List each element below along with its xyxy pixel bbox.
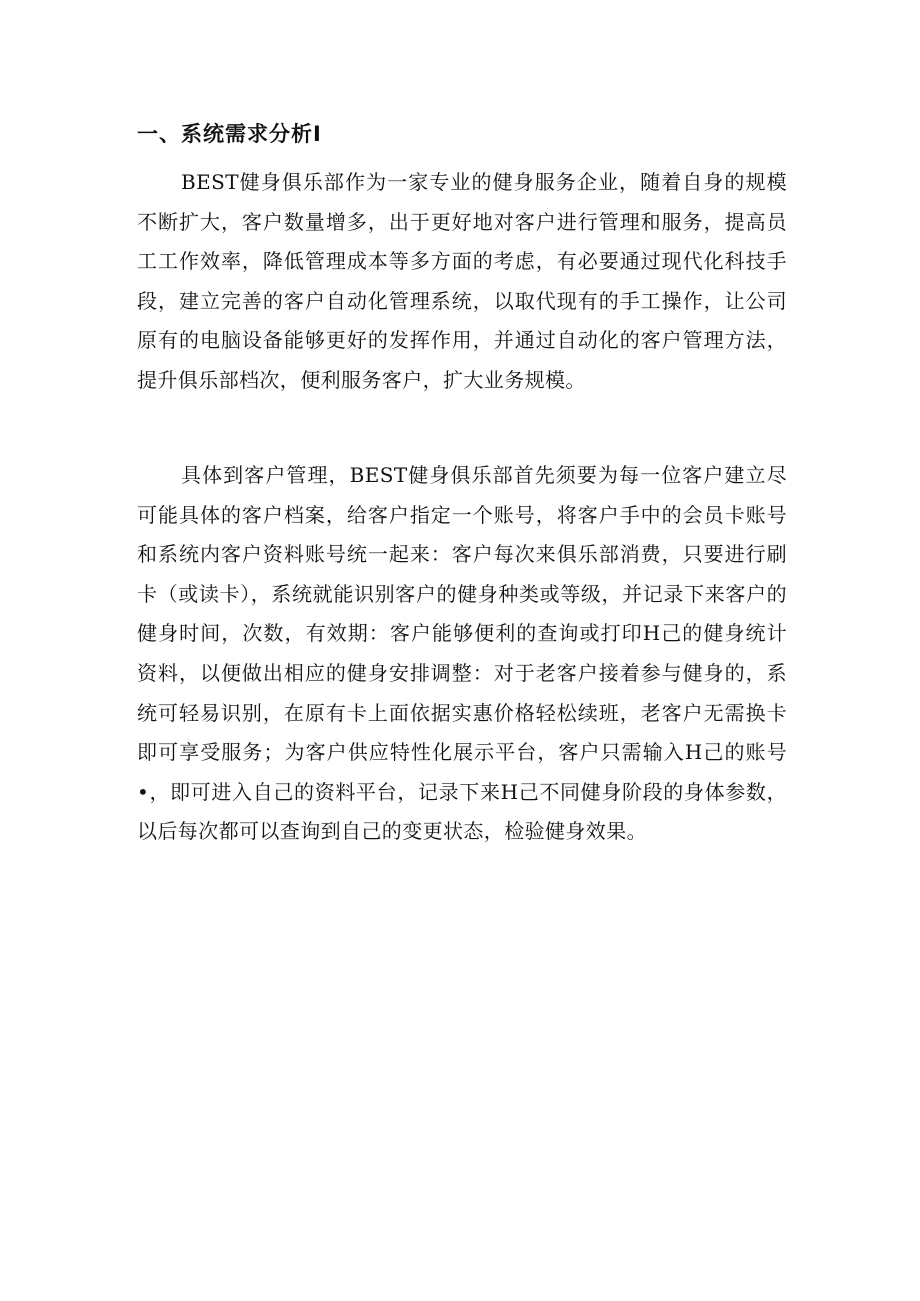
section-heading: 一、系统需求分析I [137, 122, 322, 146]
paragraph-1: BEST健身俱乐部作为一家专业的健身服务企业，随着自身的规模不断扩大，客户数量增多，出于更好地对客户进行管理和服务，提高员工工作效率，降低管理成本等多方面的考虑，有必要通过现代化科技手段，建立完善的客户自动化管理系统，以取代现有的手工操作，让公司原有的电脑设备能够更好的发挥作用，并通过自动化的客户管理方法，提升俱乐部档次，便利服务客户，扩大业务规模。 [137, 170, 787, 392]
paragraph-2: 具体到客户管理，BEST健身俱乐部首先须要为每一位客户建立尽可能具体的客户档案，给客户指定一个账号，将客户手中的会员卡账号和系统内客户资料账号统一起来：客户每次来俱乐部消费，只要进行刷卡（或读卡），系统就能识别客户的健身种类或等级，并记录下来客户的健身时间，次数，有效期：客户能够便利的查询或打印H己的健身统计资料，以便做出相应的健身安排调整：对于老客户接着参与健身的，系统可轻易识别，在原有卡上面依据实惠价格轻松续班，老客户无需换卡即可享受服务；为客户供应特性化展示平台，客户只需输入H己的账号•，即可进入自己的资料平台，记录下来H己不同健身阶段的身体参数，以后每次都可以查询到自己的变更状态，检验健身效果。 [137, 463, 787, 844]
